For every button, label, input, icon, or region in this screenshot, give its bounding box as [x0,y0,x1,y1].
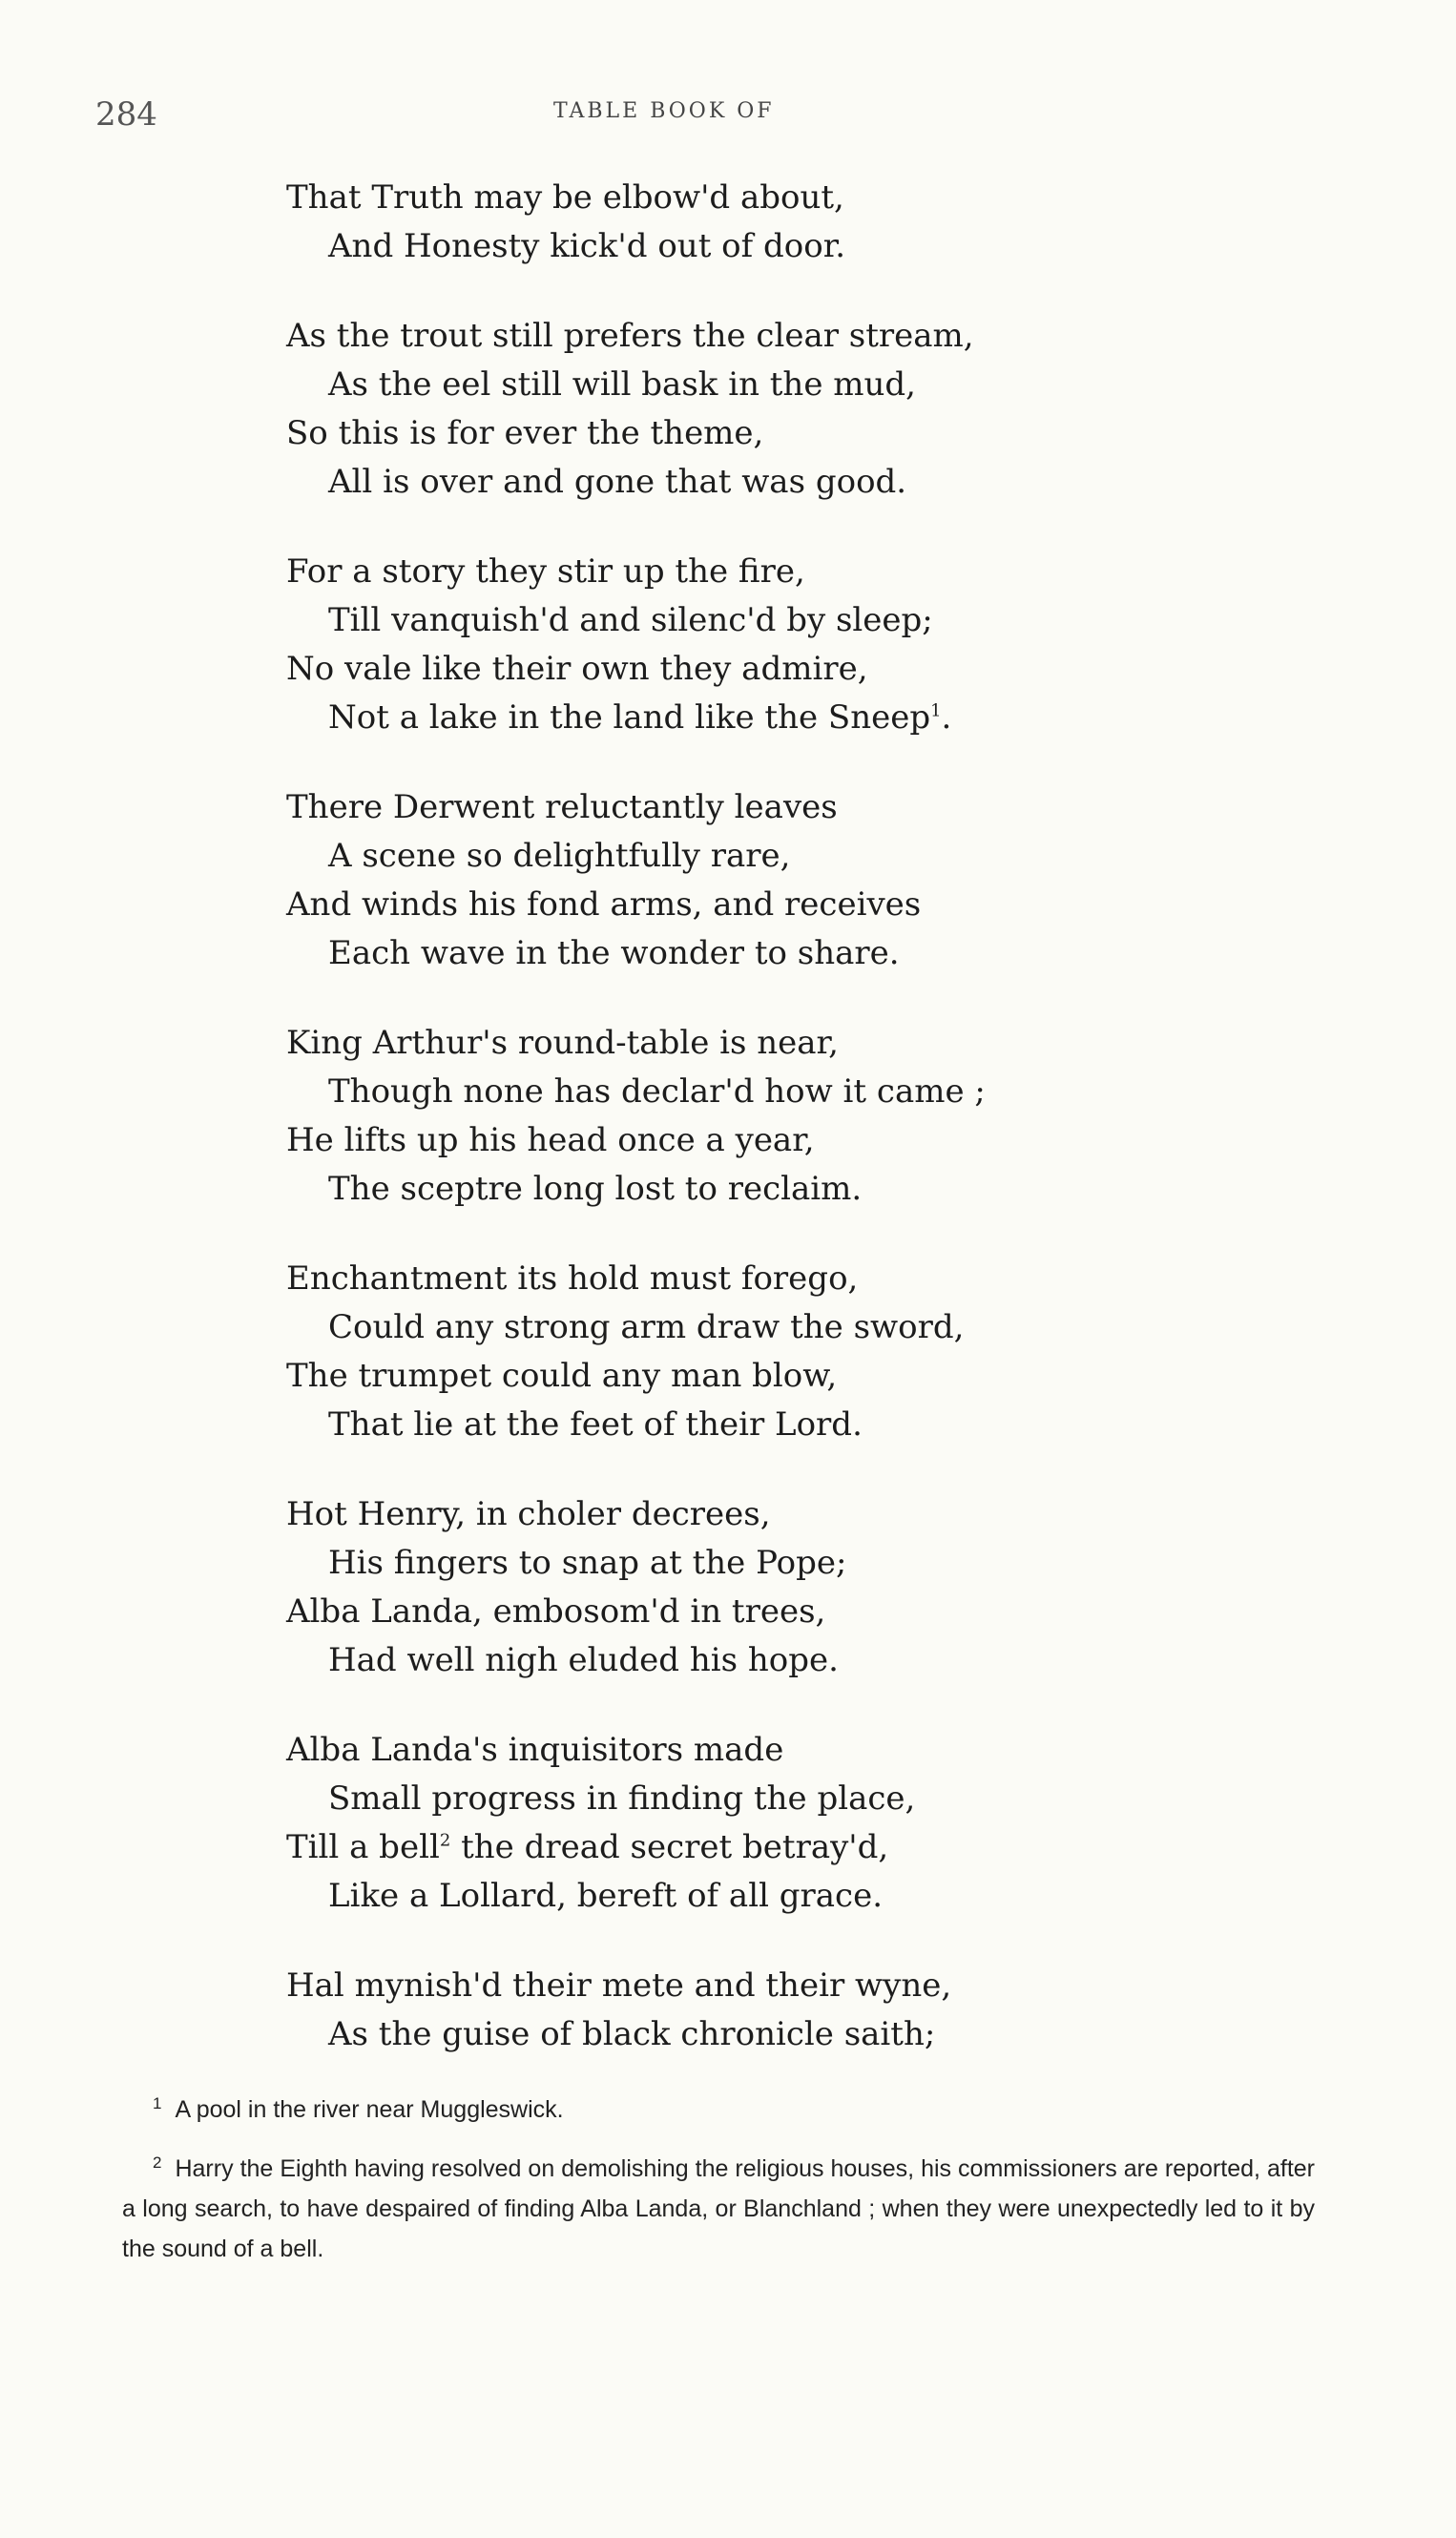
poem-line: Enchantment its hold must forego, [286,1259,859,1298]
poem-line: His fingers to snap at the Pope; [328,1544,847,1582]
stanza [286,1490,1240,1685]
poem-line-with-footnote: Not a lake in the land like the Sneep$^1$. [328,698,952,737]
footnote [122,2090,1315,2130]
footnote-text: Harry the Eighth having resolved on demolishing the religious houses, his commissioners are reported, after a long search, to have despaired of finding Alba Landa, or Blanchland ; when they were unexpectedly led to it by the sound of a bell. [122,2155,1315,2262]
footnote-number: 2 [153,2153,162,2172]
poem-line: That lie at the feet of their Lord. [328,1405,863,1444]
footnote-ref: 2 [439,1830,451,1851]
footnote-ref: 1 [930,700,942,721]
poem-line-with-footnote [286,1823,1240,1872]
footnotes [122,2090,1315,2288]
poem-line: Till vanquish'd and silenc'd by sleep; [328,601,933,639]
poem-line: There Derwent reluctantly leaves [286,788,838,826]
poem-line: For a story they stir up the fire, [286,552,805,591]
poem-line: And Honesty kick'd out of door. [328,227,846,265]
poem-line: The sceptre long lost to reclaim. [328,1170,863,1208]
stanza [286,1019,1240,1214]
poem-line: Alba Landa's inquisitors made [286,1731,784,1769]
poem-line: As the guise of black chronicle saith; [328,2015,936,2053]
stanza [286,1726,1240,1921]
poem-line: Hal mynish'd their mete and their wyne, [286,1966,952,2005]
poem-line: Alba Landa, embosom'd in trees, [286,1592,826,1631]
poem-line-text: Not a lake in the land like the Sneep [328,698,931,737]
poem-line: As the trout still prefers the clear stream, [286,317,974,355]
poem-line: Like a Lollard, bereft of all grace. [328,1877,884,1915]
stanza [286,312,1240,507]
stanza [286,548,1240,742]
poem-line: He lifts up his head once a year, [286,1121,815,1159]
poem-line: Each wave in the wonder to share. [328,934,900,972]
poem-line: And winds his fond arms, and receives [286,885,922,924]
poem-line: As the eel still will bask in the mud, [328,365,916,404]
poem-line: The trumpet could any man blow, [286,1357,838,1395]
footnote-text: A pool in the river near Muggleswick. [175,2096,564,2123]
footnote [122,2149,1315,2269]
poem-line: Hot Henry, in choler decrees, [286,1495,771,1533]
poem-line-text: Till a bell [286,1828,440,1866]
stanza [286,1962,1240,2059]
footnote-number: 1 [153,2093,162,2112]
poem-line: No vale like their own they admire, [286,650,868,688]
poem-line: All is over and gone that was good. [328,463,907,501]
stanza [286,1255,1240,1449]
poem-line: Though none has declar'd how it came ; [328,1072,986,1111]
poem [286,174,1240,2100]
poem-line: That Truth may be elbow'd about, [286,178,844,217]
poem-line: King Arthur's round-table is near, [286,1024,839,1062]
page-number: 284 [95,95,157,134]
poem-line: So this is for ever the theme, [286,414,764,452]
poem-line-text: the dread secret betray'd, [450,1828,889,1866]
running-header: TABLE BOOK OF [553,99,775,123]
poem-line: Could any strong arm draw the sword, [328,1308,965,1346]
poem-line: Had well nigh eluded his hope. [328,1641,839,1679]
poem-line: Small progress in finding the place, [328,1779,916,1818]
stanza [286,174,1240,271]
poem-line: A scene so delightfully rare, [328,837,791,875]
stanza [286,783,1240,978]
